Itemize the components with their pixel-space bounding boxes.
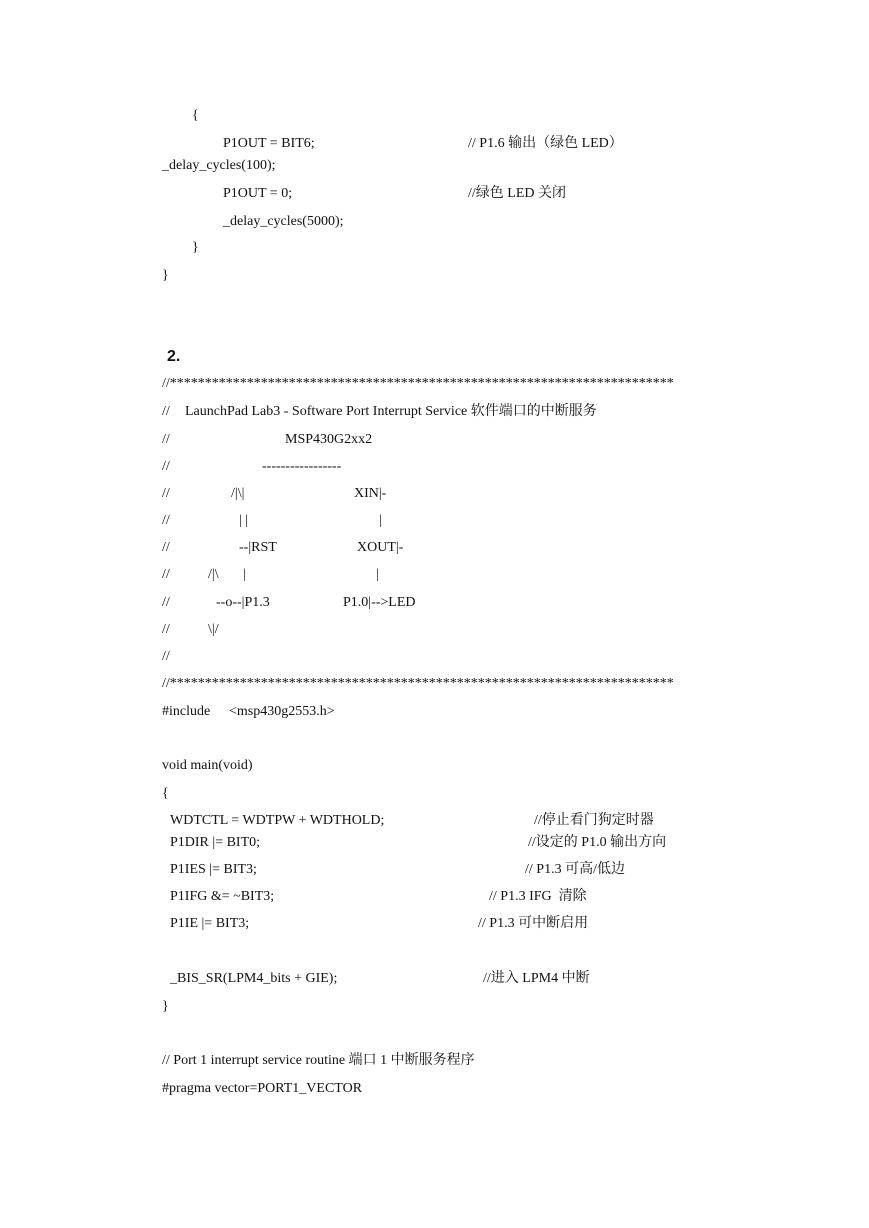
code-line-wdtctl: WDTCTL = WDTPW + WDTHOLD; — [170, 813, 385, 828]
code-comment-bis-sr: //进入 LPM4 中断 — [483, 971, 590, 986]
code-comment-p1ies: // P1.3 可高/低边 — [525, 862, 625, 877]
code-line-p1ifg: P1IFG &= ~BIT3; — [170, 889, 275, 904]
diagram-slashes: // — [162, 622, 170, 637]
main-brace-open: { — [162, 786, 169, 801]
diagram-slashes: // — [162, 432, 170, 447]
diagram-chip-edge: | — [376, 567, 379, 582]
include-directive: #include — [162, 704, 211, 719]
code-line-p1ies: P1IES |= BIT3; — [170, 862, 257, 877]
code-comment-p1ie: // P1.3 可中断启用 — [478, 916, 589, 931]
main-brace-close: } — [162, 999, 169, 1014]
pragma-directive: #pragma vector=PORT1_VECTOR — [162, 1081, 363, 1096]
code-comment-p1out-zero: //绿色 LED 关闭 — [468, 186, 566, 201]
diagram-p10-led: P1.0|-->LED — [343, 595, 416, 610]
code-brace-close-inner: } — [192, 240, 199, 255]
program-title: LaunchPad Lab3 - Software Port Interrupt Service 软件端口的中断服务 — [185, 404, 597, 419]
diagram-rst-pin: --|RST — [239, 540, 277, 555]
diagram-chip-edge: | — [243, 567, 246, 582]
code-line-p1out-bit6: P1OUT = BIT6; — [223, 136, 315, 151]
code-line-p1ie: P1IE |= BIT3; — [170, 916, 250, 931]
comment-stars-top: //************************************************************************ — [162, 376, 674, 391]
code-comment-wdtctl: //停止看门狗定时器 — [534, 813, 654, 828]
code-comment-p1ifg: // P1.3 IFG 清除 — [489, 889, 587, 904]
diagram-p13-pin: --o--|P1.3 — [216, 595, 270, 610]
diagram-slashes: // — [162, 486, 170, 501]
diagram-slashes: // — [162, 595, 170, 610]
diagram-slashes: // — [162, 513, 170, 528]
diagram-vcc-symbol: /|\| — [231, 486, 245, 501]
diagram-slashes: // — [162, 567, 170, 582]
diagram-xin-pin: XIN|- — [354, 486, 387, 501]
code-brace-close-outer: } — [162, 268, 169, 283]
code-line-delay-100: _delay_cycles(100); — [162, 158, 276, 173]
diagram-chip-top-edge: ----------------- — [262, 459, 342, 474]
diagram-wire: | | — [239, 513, 249, 528]
comment-stars-bottom: //************************************************************************ — [162, 676, 674, 691]
code-line-p1dir: P1DIR |= BIT0; — [170, 835, 261, 850]
diagram-xout-pin: XOUT|- — [357, 540, 404, 555]
code-comment-p1dir: //设定的 P1.0 输出方向 — [528, 835, 667, 850]
diagram-chip-edge: | — [379, 513, 382, 528]
code-line-bis-sr: _BIS_SR(LPM4_bits + GIE); — [170, 971, 338, 986]
comment-slashes: // — [162, 404, 170, 419]
diagram-chip-name: MSP430G2xx2 — [285, 432, 373, 447]
diagram-slashes: // — [162, 649, 170, 664]
include-file: <msp430g2553.h> — [229, 704, 335, 719]
code-line-p1out-zero: P1OUT = 0; — [223, 186, 293, 201]
code-comment-p1out-bit6: // P1.6 输出（绿色 LED） — [468, 136, 623, 151]
main-signature: void main(void) — [162, 758, 253, 773]
diagram-slashes: // — [162, 540, 170, 555]
diagram-slashes: // — [162, 459, 170, 474]
code-brace-open: { — [192, 108, 199, 123]
code-line-delay-5000: _delay_cycles(5000); — [223, 214, 344, 229]
diagram-ground-symbol: \|/ — [208, 622, 219, 637]
isr-comment: // Port 1 interrupt service routine 端口 1 中断服务程序 — [162, 1053, 475, 1068]
diagram-button-symbol: /|\ — [208, 567, 219, 582]
section-heading: 2. — [167, 348, 181, 365]
